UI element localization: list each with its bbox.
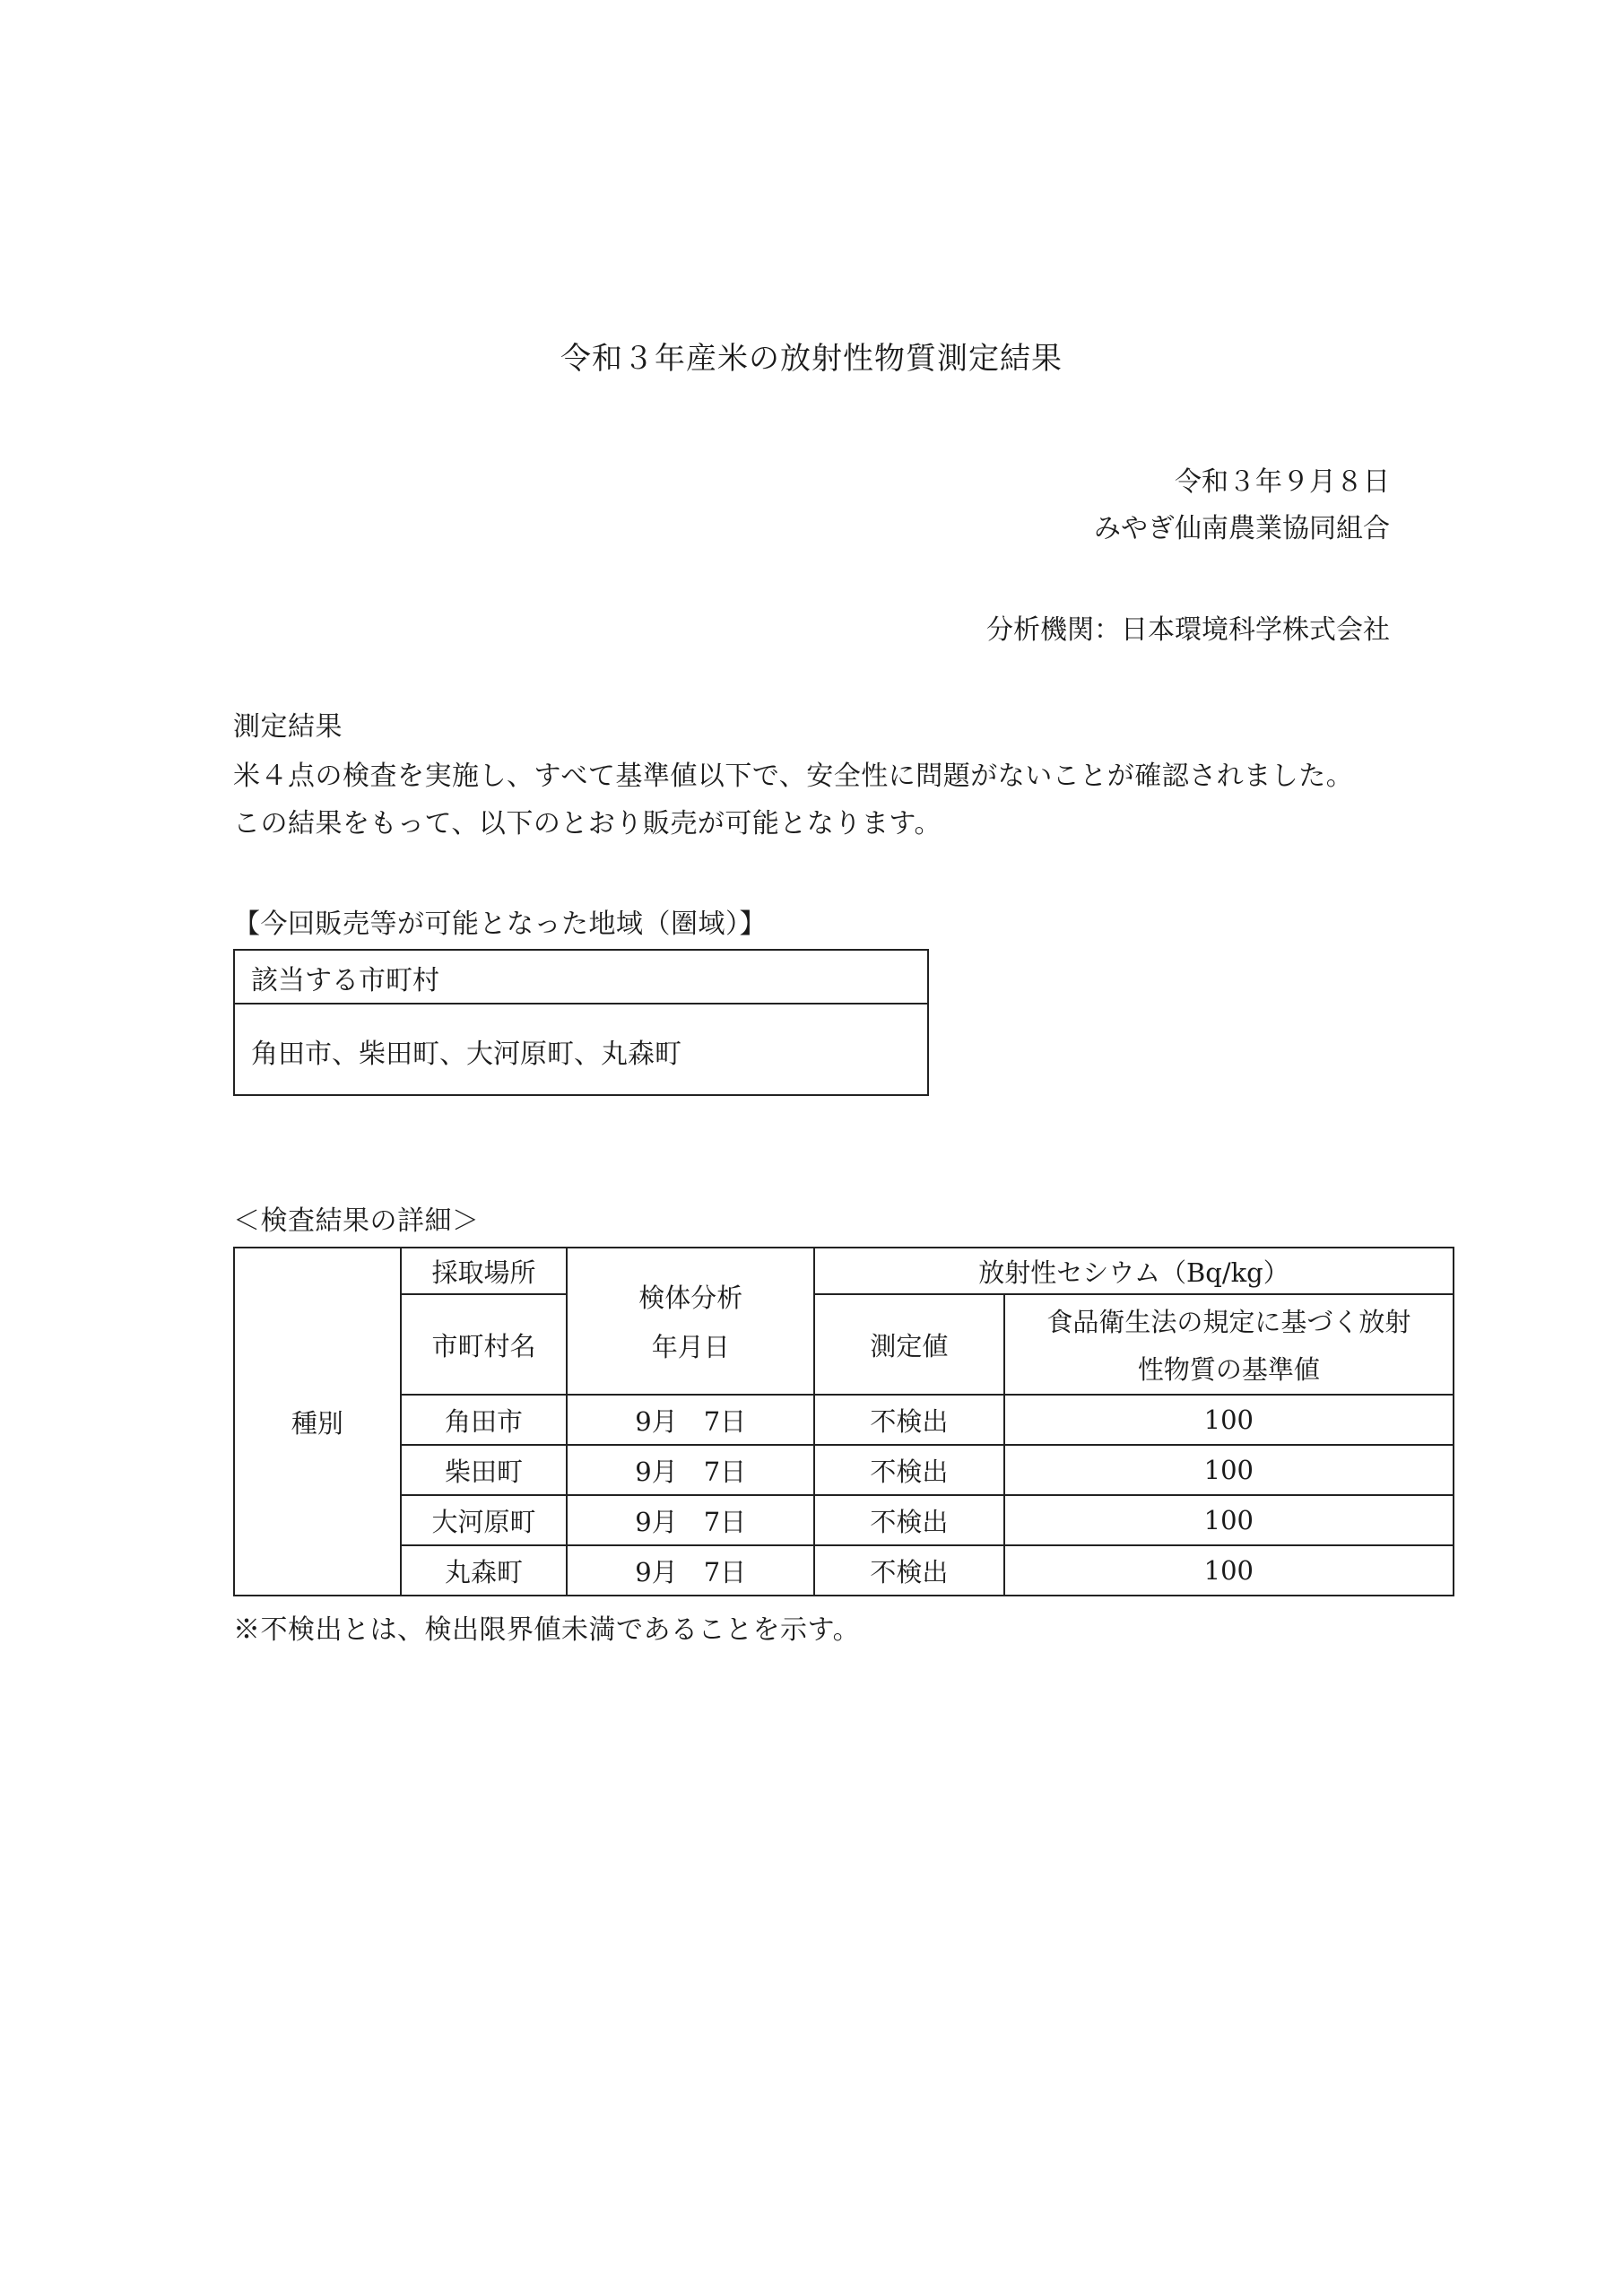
row-standard: 100 xyxy=(1004,1495,1454,1545)
row-date: 9月 7日 xyxy=(567,1445,814,1495)
row-date: 9月 7日 xyxy=(567,1395,814,1445)
section-heading: 測定結果 xyxy=(233,711,343,743)
row-municipality: 丸森町 xyxy=(401,1545,568,1596)
row-standard: 100 xyxy=(1004,1395,1454,1445)
issuing-organization: みやぎ仙南農業協同組合 xyxy=(1094,513,1390,544)
result-paragraph-1: 米４点の検査を実施し、すべて基準値以下で、安全性に問題がないことが確認されました。 xyxy=(233,761,1354,792)
row-date: 9月 7日 xyxy=(567,1545,814,1596)
results-table xyxy=(233,1247,1454,1596)
analysis-lab: 分析機関：日本環境科学株式会社 xyxy=(986,614,1390,646)
area-table-value: 角田市、柴田町、大河原町、丸森町 xyxy=(251,1039,681,1070)
header-standard xyxy=(1004,1294,1454,1395)
footnote: ※不検出とは、検出限界値未満であることを示す。 xyxy=(233,1614,861,1646)
row-measured: 不検出 xyxy=(814,1545,1004,1596)
row-measured: 不検出 xyxy=(814,1495,1004,1545)
table-row xyxy=(234,1545,1454,1596)
detail-heading: ＜検査結果の詳細＞ xyxy=(233,1205,480,1237)
header-standard-line1: 食品衛生法の規定に基づく放射 xyxy=(1046,1307,1411,1337)
row-municipality: 大河原町 xyxy=(401,1495,568,1545)
row-municipality: 柴田町 xyxy=(401,1445,568,1495)
header-sampling-place: 採取場所 xyxy=(401,1248,568,1294)
row-municipality: 角田市 xyxy=(401,1395,568,1445)
header-analysis-date xyxy=(567,1248,814,1395)
area-table xyxy=(233,949,929,1096)
area-heading: 【今回販売等が可能となった地域（圏域）】 xyxy=(233,909,767,940)
header-measured: 測定値 xyxy=(814,1294,1004,1395)
header-cesium: 放射性セシウム（Bq/kg） xyxy=(814,1248,1454,1294)
header-standard-line2: 性物質の基準値 xyxy=(1137,1354,1320,1385)
header-analysis-date-line1: 検体分析 xyxy=(638,1283,743,1313)
row-measured: 不検出 xyxy=(814,1445,1004,1495)
header-municipality: 市町村名 xyxy=(401,1294,568,1395)
result-paragraph-2: この結果をもって、以下のとおり販売が可能となります。 xyxy=(233,808,942,839)
table-row xyxy=(234,1445,1454,1495)
header-type: 種別 xyxy=(234,1248,401,1596)
row-standard: 100 xyxy=(1004,1545,1454,1596)
row-measured: 不検出 xyxy=(814,1395,1004,1445)
row-date: 9月 7日 xyxy=(567,1495,814,1545)
header-analysis-date-line2: 年月日 xyxy=(651,1332,730,1362)
document-title: 令和３年産米の放射性物質測定結果 xyxy=(560,341,1063,377)
table-row xyxy=(234,1495,1454,1545)
issue-date: 令和３年９月８日 xyxy=(1175,466,1390,498)
row-standard: 100 xyxy=(1004,1445,1454,1495)
table-row xyxy=(234,1395,1454,1445)
area-table-header: 該当する市町村 xyxy=(235,951,927,1004)
